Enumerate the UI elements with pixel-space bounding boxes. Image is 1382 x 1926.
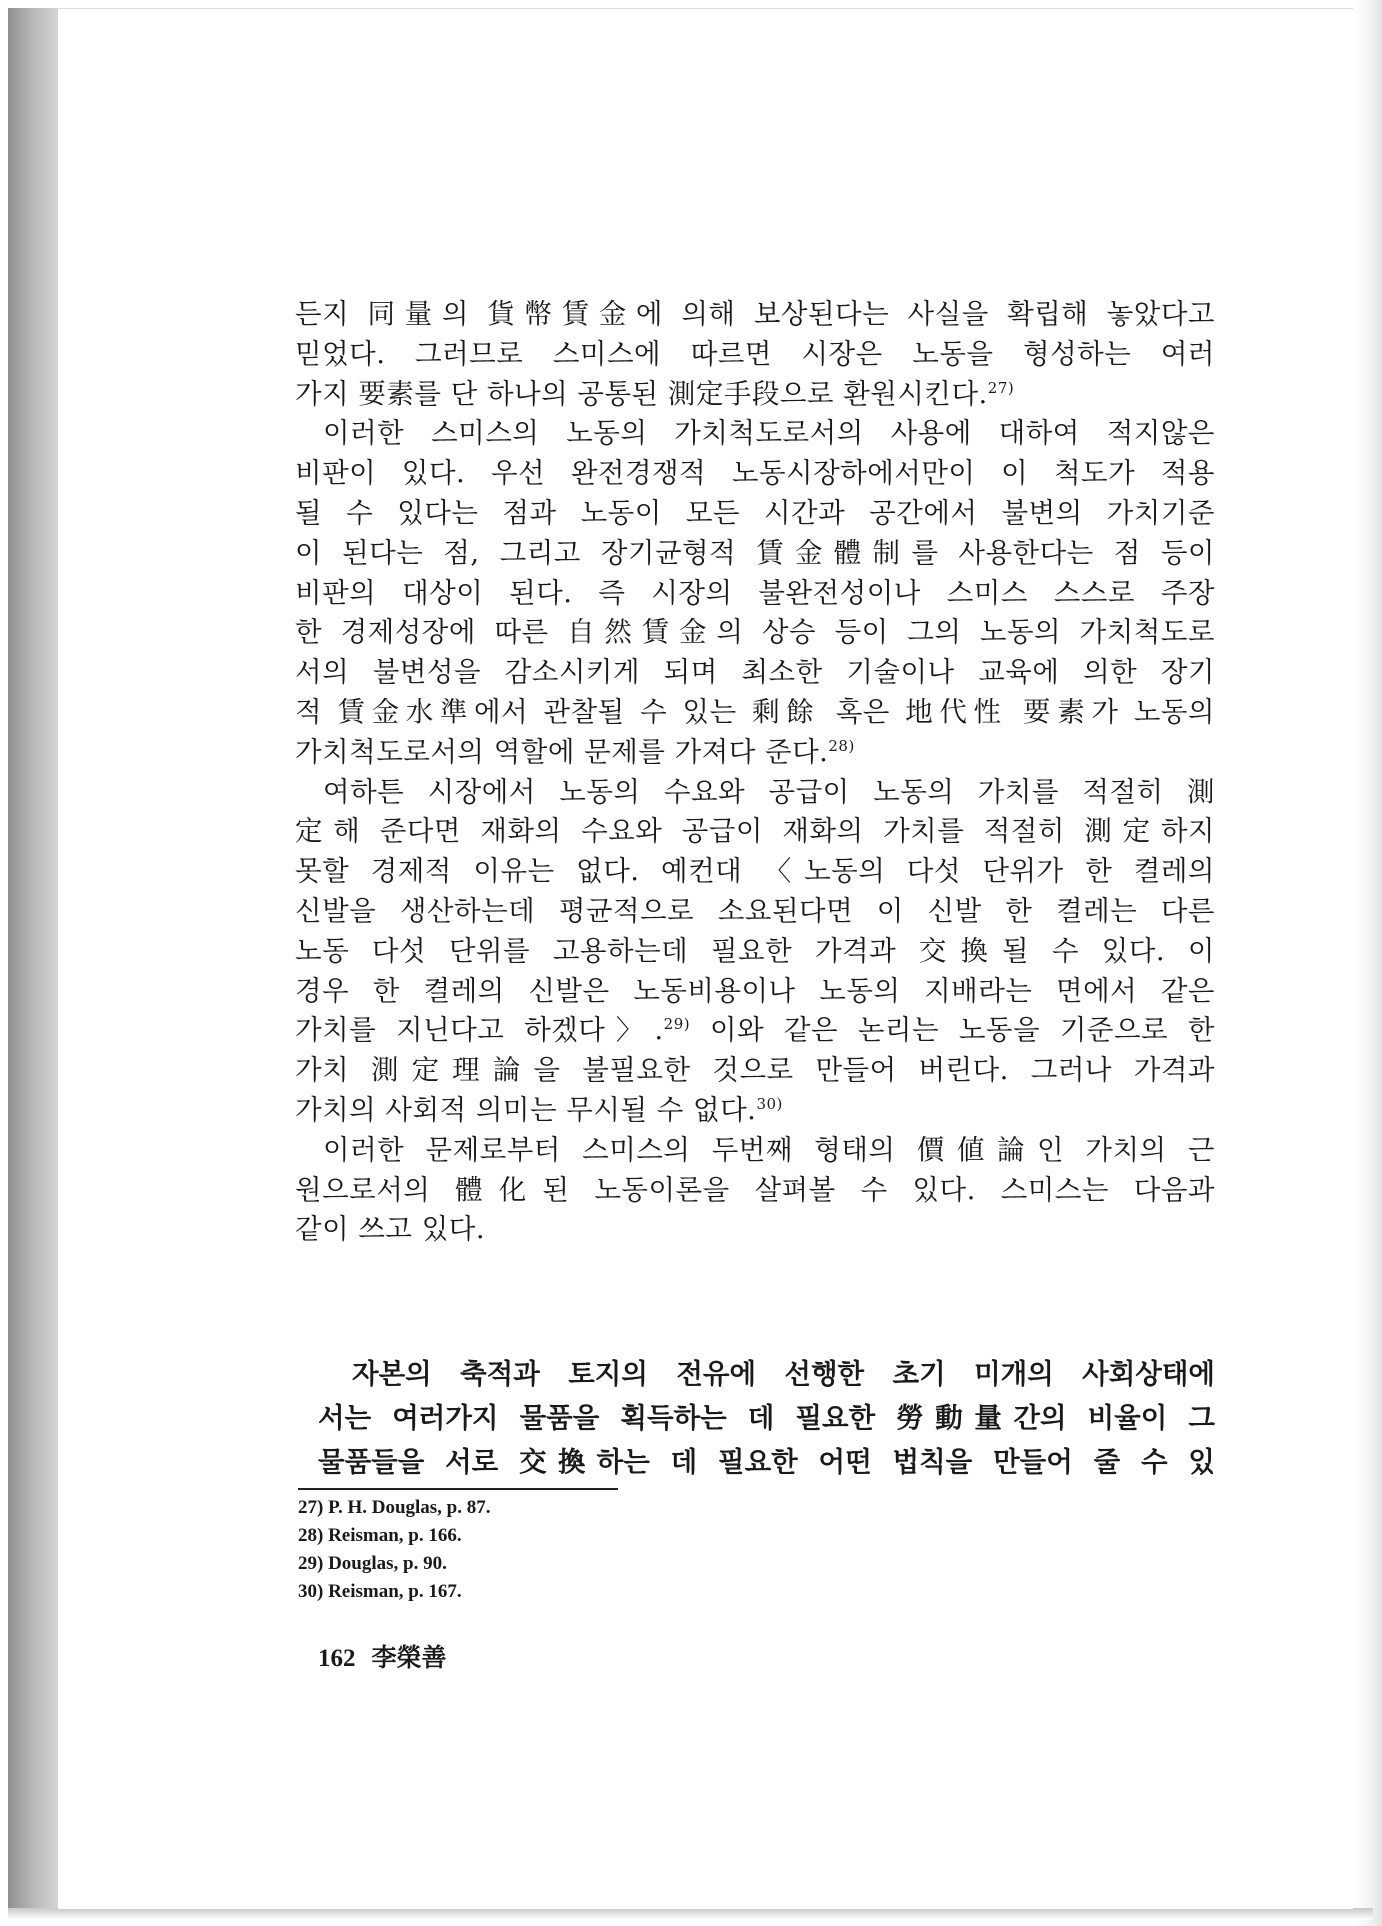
body-line: 여하튼 시장에서 노동의 수요와 공급이 노동의 가치를 적절히 測 — [323, 775, 1215, 808]
footnote-ref: 28) — [828, 736, 855, 755]
block-quote — [318, 1352, 1215, 1484]
author-name: 李榮善 — [371, 1643, 447, 1672]
body-line: 못할 경제적 이유는 없다. 예컨대 〈노동의 다섯 단위가 한 켤레의 — [295, 855, 1215, 888]
page-number: 162 — [318, 1645, 356, 1672]
body-line: 노동 다섯 단위를 고용하는데 필요한 가격과 交換될 수 있다. 이 — [295, 934, 1215, 967]
body-text — [295, 295, 1215, 1250]
quote-line: 서는 여러가지 물품을 획득하는 데 필요한 勞動量간의 비율이 그 — [318, 1402, 1215, 1434]
page-edge-shadow-left — [8, 8, 58, 1913]
body-line-text: 가치척도로서의 역할에 문제를 가져다 준다. — [295, 735, 829, 768]
footnote-ref: 29) — [663, 1015, 691, 1034]
page-folio — [318, 1638, 447, 1674]
page-edge-shadow-bottom — [8, 1908, 1373, 1920]
body-line-text: 가지 要素를 단 하나의 공통된 測定手段으로 환원시킨다. — [295, 377, 988, 410]
footnote: 30) Reisman, p. 167. — [298, 1581, 462, 1602]
body-line: 적 賃金水準에서 관찰될 수 있는 剩餘 혹은 地代性 要素가 노동의 — [295, 695, 1215, 728]
footnotes — [298, 1494, 491, 1606]
body-line: 될 수 있다는 점과 노동이 모든 시간과 공간에서 불변의 가치기준 — [295, 496, 1215, 529]
body-line: 定해 준다면 재화의 수요와 공급이 재화의 가치를 적절히 測定하지 — [295, 815, 1215, 848]
body-line — [295, 1091, 1215, 1131]
quote-line: 자본의 축적과 토지의 전유에 선행한 초기 미개의 사회상태에 — [352, 1358, 1215, 1390]
footnote-ref: 27) — [987, 378, 1015, 397]
body-line: 신발을 생산하는데 평균적으로 소요된다면 이 신발 한 켤레는 다른 — [295, 894, 1215, 927]
body-line-text: 가치를 지닌다고 하겠다〉. — [295, 1014, 664, 1047]
footnote-ref: 30) — [756, 1094, 783, 1113]
body-line: 경우 한 켤레의 신발은 노동비용이나 노동의 지배라는 면에서 같은 — [295, 974, 1215, 1007]
body-line: 원으로서의 體化된 노동이론을 살펴볼 수 있다. 스미스는 다음과 — [295, 1173, 1215, 1206]
body-line: 한 경제성장에 따른 自然賃金의 상승 등이 그의 노동의 가치척도로 — [295, 616, 1215, 649]
body-line-text: 가치의 사회적 의미는 무시될 수 없다. — [295, 1093, 757, 1126]
body-line: 이러한 스미스의 노동의 가치척도로서의 사용에 대하여 적지않은 — [323, 417, 1215, 450]
body-line — [295, 375, 1215, 415]
body-line-text: 이와 같은 논리는 노동을 기준으로 한 — [709, 1014, 1216, 1047]
body-line: 든지 同量의 貨幣賃金에 의해 보상된다는 사실을 확립해 놓았다고 — [295, 298, 1215, 330]
body-line: 서의 불변성을 감소시키게 되며 최소한 기술이나 교육에 의한 장기 — [295, 656, 1215, 689]
page-edge-shadow-right — [1356, 0, 1382, 1926]
body-line: 같이 쓰고 있다. — [295, 1213, 486, 1246]
footnote-divider — [298, 1488, 618, 1490]
body-line — [295, 1011, 1215, 1051]
body-line: 비판의 대상이 된다. 즉 시장의 불완전성이나 스미스 스스로 주장 — [295, 576, 1215, 609]
body-line: 가치 測定理論을 불필요한 것으로 만들어 버린다. 그러나 가격과 — [295, 1054, 1215, 1087]
footnote: 27) P. H. Douglas, p. 87. — [298, 1497, 491, 1518]
body-line — [295, 733, 1215, 773]
body-line: 이러한 문제로부터 스미스의 두번째 형태의 價値論인 가치의 근 — [323, 1133, 1215, 1166]
body-line: 이 된다는 점, 그리고 장기균형적 賃金體制를 사용한다는 점 등이 — [295, 536, 1215, 569]
quote-line: 물품들을 서로 交換하는 데 필요한 어떤 법칙을 만들어 줄 수 있 — [318, 1446, 1215, 1478]
body-line: 비판이 있다. 우선 완전경쟁적 노동시장하에서만이 이 척도가 적용 — [295, 457, 1215, 490]
footnote: 28) Reisman, p. 166. — [298, 1525, 462, 1546]
footnote: 29) Douglas, p. 90. — [298, 1553, 447, 1574]
body-line: 믿었다. 그러므로 스미스에 따르면 시장은 노동을 형성하는 여러 — [295, 337, 1215, 370]
